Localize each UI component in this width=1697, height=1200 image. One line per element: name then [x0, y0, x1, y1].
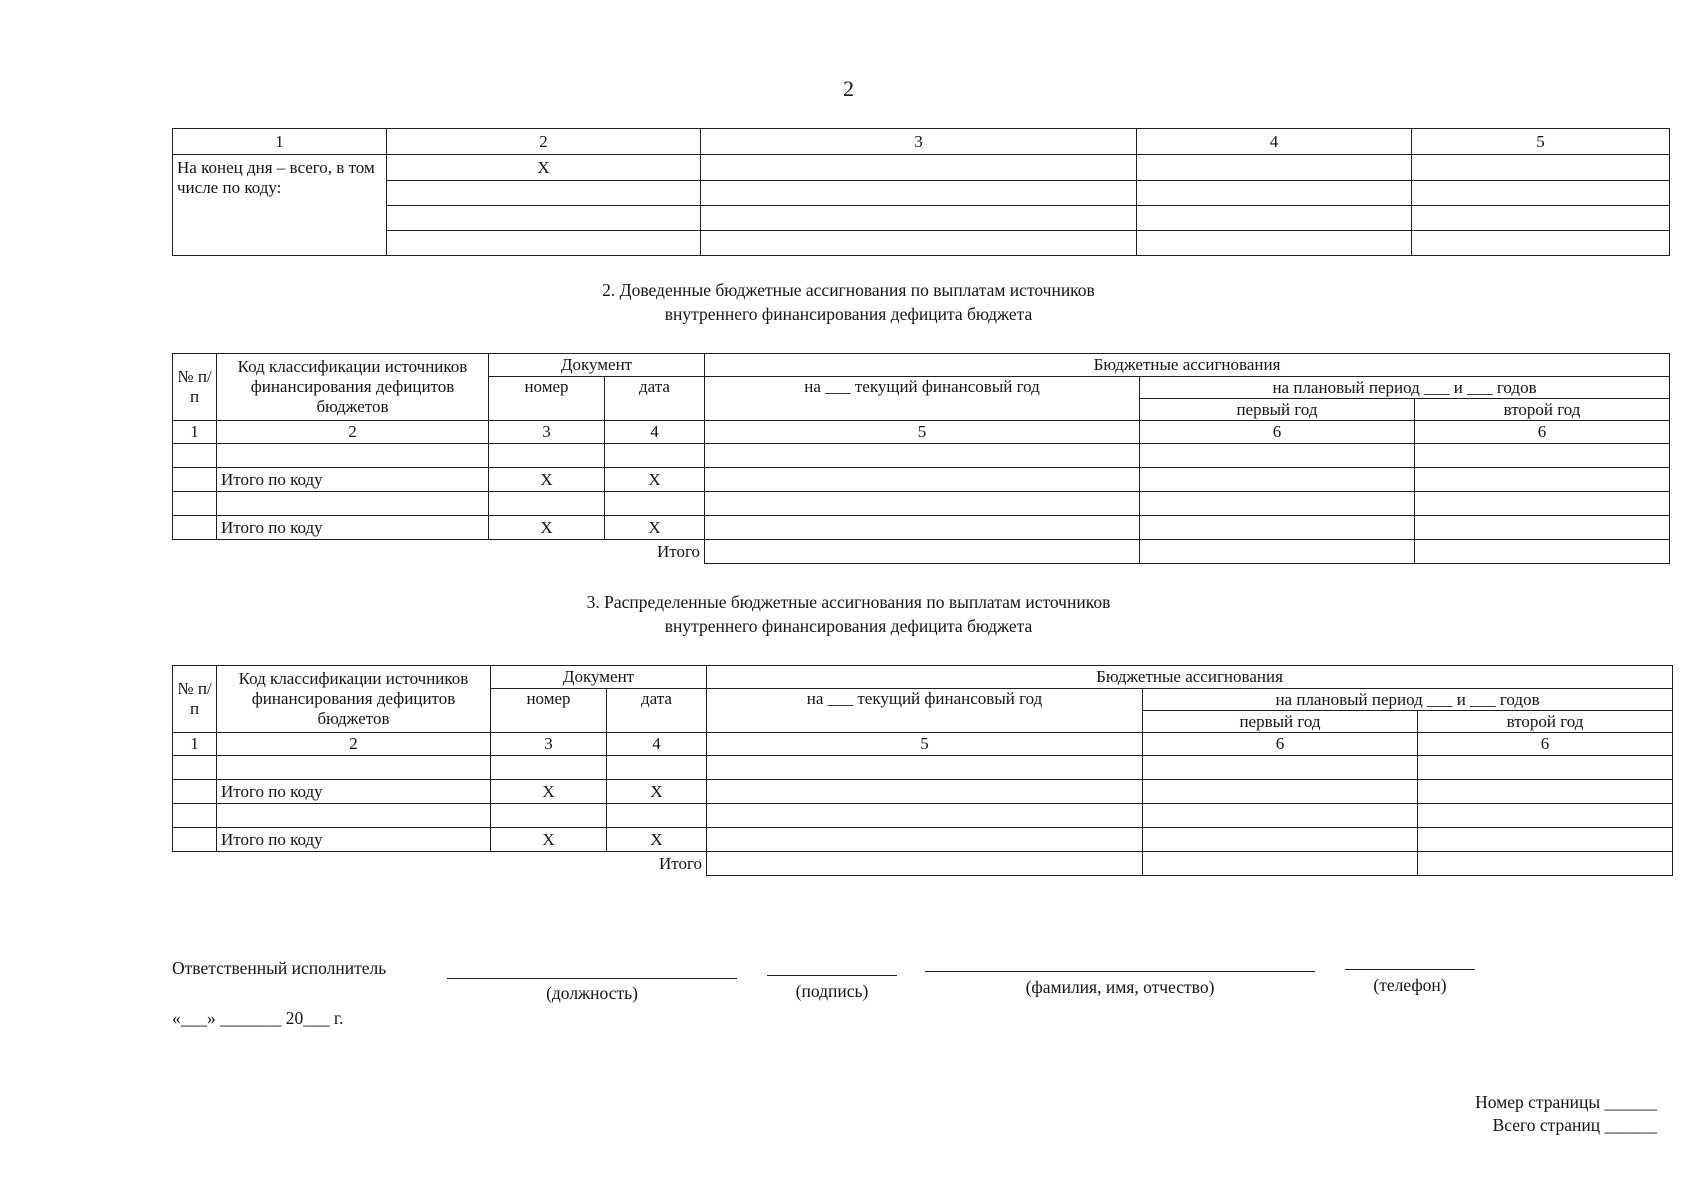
end-of-day-table — [172, 128, 1670, 256]
header-document: Документ — [489, 354, 705, 377]
table-row — [173, 444, 1670, 468]
header-document: Документ — [491, 666, 707, 689]
x-mark: X — [605, 516, 705, 540]
table-cell — [1137, 231, 1412, 256]
executor-label: Ответственный исполнитель — [172, 958, 387, 978]
table-cell — [387, 181, 701, 206]
header-first-year: первый год — [1140, 399, 1415, 421]
table-row — [173, 756, 1673, 780]
subtotal-row — [173, 780, 1673, 804]
header-num: № п/п — [173, 666, 217, 733]
column-number: 5 — [705, 421, 1140, 444]
header-doc-number: номер — [491, 689, 607, 733]
x-mark: X — [607, 828, 707, 852]
column-number: 6 — [1143, 733, 1418, 756]
column-number: 4 — [605, 421, 705, 444]
position-line — [447, 978, 737, 979]
column-header: 2 — [387, 129, 701, 155]
total-label: Итого — [658, 853, 703, 873]
header-budget: Бюджетные ассигнования — [707, 666, 1673, 689]
subtotal-row — [173, 516, 1670, 540]
header-doc-date: дата — [607, 689, 707, 733]
x-mark: X — [607, 780, 707, 804]
x-mark: X — [489, 468, 605, 492]
header-doc-number: номер — [489, 377, 605, 421]
header-second-year: второй год — [1418, 711, 1673, 733]
column-number: 2 — [217, 421, 489, 444]
phone-caption: (телефон) — [1373, 975, 1447, 995]
end-of-day-label: На конец дня – всего, в том числе по коду: — [173, 155, 387, 256]
subtotal-row — [173, 828, 1673, 852]
column-number: 5 — [707, 733, 1143, 756]
section-2-title — [0, 278, 1697, 326]
table-cell — [701, 181, 1137, 206]
position-caption: (должность) — [546, 983, 638, 1003]
header-plan-period: на плановый период ___ и ___ годов — [1140, 377, 1670, 399]
table-cell — [1412, 231, 1670, 256]
page-number-field: Номер страницы ______ — [1475, 1092, 1657, 1112]
header-current-year: на ___ текущий финансовый год — [707, 689, 1143, 733]
table-cell: X — [387, 155, 701, 181]
subtotal-label: Итого по коду — [217, 468, 489, 492]
column-header: 4 — [1137, 129, 1412, 155]
x-mark: X — [491, 780, 607, 804]
column-number: 1 — [173, 733, 217, 756]
table-row — [173, 804, 1673, 828]
fullname-caption: (фамилия, имя, отчество) — [1025, 977, 1215, 997]
table-cell — [1412, 155, 1670, 181]
header-first-year: первый год — [1143, 711, 1418, 733]
table-cell — [1412, 181, 1670, 206]
table-cell — [387, 231, 701, 256]
section-2-title-line1: 2. Доведенные бюджетные ассигнования по выплатам источников — [602, 280, 1095, 300]
phone-line — [1345, 969, 1475, 970]
table-cell — [387, 206, 701, 231]
table-cell — [701, 231, 1137, 256]
header-code: Код классификации источников финансирования дефицитов бюджетов — [217, 666, 491, 733]
signature-line — [767, 975, 897, 976]
header-num: № п/п — [173, 354, 217, 421]
header-code: Код классификации источников финансирования дефицитов бюджетов — [217, 354, 489, 421]
subtotal-label: Итого по коду — [217, 516, 489, 540]
section-3-title — [0, 590, 1697, 638]
header-second-year: второй год — [1415, 399, 1670, 421]
table-cell — [1137, 155, 1412, 181]
subtotal-label: Итого по коду — [217, 828, 491, 852]
distributed-budget-table — [172, 665, 1673, 876]
column-number: 1 — [173, 421, 217, 444]
column-number: 6 — [1418, 733, 1673, 756]
x-mark: X — [489, 516, 605, 540]
section-3-title-line2: внутреннего финансирования дефицита бюджета — [664, 616, 1033, 636]
column-number: 3 — [489, 421, 605, 444]
header-plan-period: на плановый период ___ и ___ годов — [1143, 689, 1673, 711]
total-row — [173, 852, 1673, 876]
x-mark: X — [491, 828, 607, 852]
subtotal-row — [173, 468, 1670, 492]
table-cell — [1412, 206, 1670, 231]
fullname-line — [925, 971, 1315, 972]
subtotal-label: Итого по коду — [217, 780, 491, 804]
section-2-title-line2: внутреннего финансирования дефицита бюджета — [664, 304, 1033, 324]
x-mark: X — [605, 468, 705, 492]
table-cell — [1137, 181, 1412, 206]
column-number: 6 — [1415, 421, 1670, 444]
column-number: 4 — [607, 733, 707, 756]
column-header: 3 — [701, 129, 1137, 155]
column-header: 5 — [1412, 129, 1670, 155]
column-number: 2 — [217, 733, 491, 756]
total-pages-field: Всего страниц ______ — [1492, 1115, 1657, 1135]
table-row — [173, 492, 1670, 516]
column-number: 6 — [1140, 421, 1415, 444]
signature-caption: (подпись) — [795, 981, 869, 1001]
header-budget: Бюджетные ассигнования — [705, 354, 1670, 377]
table-cell — [1137, 206, 1412, 231]
header-current-year: на ___ текущий финансовый год — [705, 377, 1140, 421]
page-number: 2 — [843, 76, 854, 101]
total-row — [173, 540, 1670, 564]
date-line: «___» _______ 20___ г. — [172, 1008, 344, 1028]
column-number: 3 — [491, 733, 607, 756]
table-cell — [701, 206, 1137, 231]
total-label: Итого — [656, 541, 701, 561]
column-header: 1 — [173, 129, 387, 155]
section-3-title-line1: 3. Распределенные бюджетные ассигнования по выплатам источников — [586, 592, 1111, 612]
table-cell — [701, 155, 1137, 181]
allocated-budget-table — [172, 353, 1670, 564]
header-doc-date: дата — [605, 377, 705, 421]
